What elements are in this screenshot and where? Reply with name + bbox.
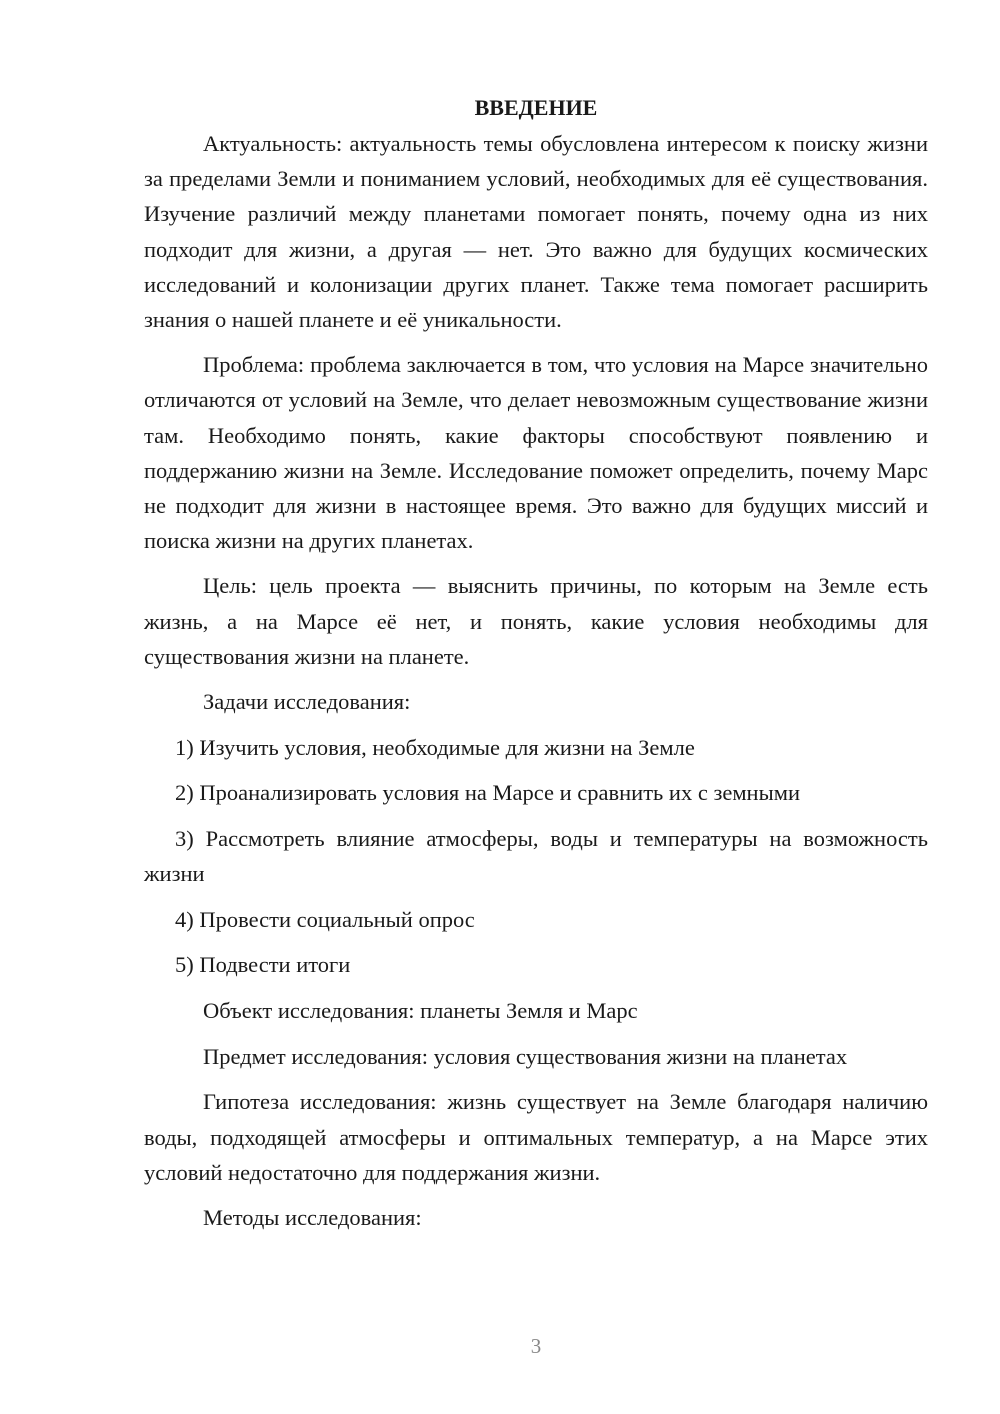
task-item-5: 5) Подвести итоги — [175, 952, 351, 978]
tasks-heading: Задачи исследования: — [203, 689, 411, 715]
page-number: 3 — [530, 1334, 542, 1358]
task-item-2: 2) Проанализировать условия на Марсе и сравнить их с земными — [175, 780, 800, 806]
task-item-4: 4) Провести социальный опрос — [175, 906, 475, 932]
research-subject: Предмет исследования: условия существования жизни на планетах — [203, 1043, 848, 1069]
research-object: Объект исследования: планеты Земля и Марс — [203, 997, 638, 1023]
goal-paragraph: Цель: цель проекта — выяснить причины, по которым на Земле есть жизнь, а на Марсе её нет, и понять, какие условия необходимы для существования жизни на планете. — [144, 573, 928, 669]
hypothesis-paragraph: Гипотеза исследования: жизнь существует на Земле благодаря наличию воды, подходящей атмосферы и оптимальных температур, а на Марсе этих условий недостаточно для поддержания жизни. — [144, 1089, 928, 1185]
document-page — [144, 90, 928, 1246]
section-heading: ВВЕДЕНИЕ — [474, 95, 598, 120]
task-item-3: 3) Рассмотреть влияние атмосферы, воды и температуры на возможность жизни — [144, 826, 928, 887]
task-item-1: 1) Изучить условия, необходимые для жизни на Земле — [175, 734, 695, 760]
problem-paragraph: Проблема: проблема заключается в том, что условия на Марсе значительно отличаются от условий на Земле, что делает невозможным существование жизни там. Необходимо понять, какие факторы способствуют появлению и поддержанию жизни на Земле. Исследование поможет определить, почему Марс не подходит для жизни в настоящее время. Это важно для будущих миссий и поиска жизни на других планетах. — [144, 352, 928, 554]
methods-heading: Методы исследования: — [203, 1204, 422, 1230]
relevance-paragraph: Актуальность: актуальность темы обусловлена интересом к поиску жизни за пределами Земли и пониманием условий, необходимых для её существования. Изучение различий между планетами помогает понять, почему одна из них подходит для жизни, а другая — нет. Это важно для будущих космических исследований и колонизации других планет. Также тема помогает расширить знания о нашей планете и её уникальности. — [144, 131, 928, 333]
